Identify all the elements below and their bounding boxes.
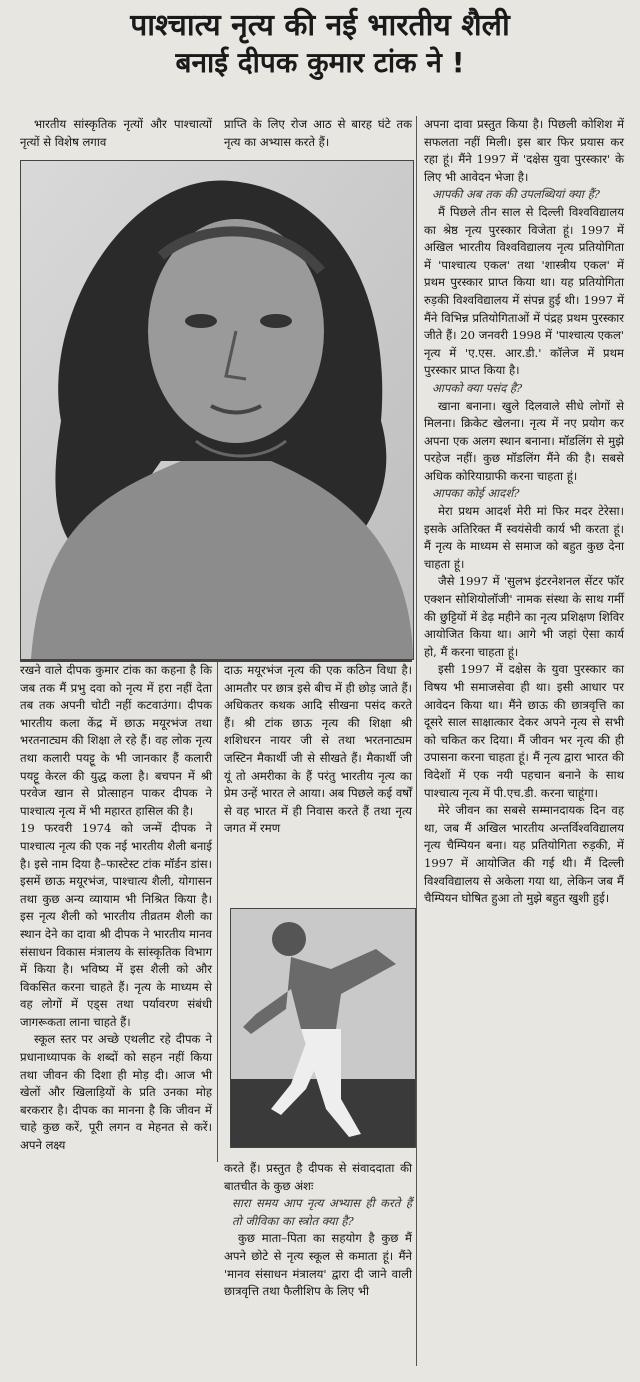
col3-question-2: आपको क्या पसंद है? [432,380,523,395]
col1-intro-text: भारतीय सांस्कृतिक नृत्यों और पाश्चात्यों नृत्यों से विशेष लगाव [20,117,212,149]
col2-intro-text: प्राप्ति के लिए रोज आठ से बारह घंटे तक नृत्य का अभ्यास करते हैं। [224,117,412,149]
column-3 [424,116,624,908]
col3-answer-1: मैं पिछले तीन साल से दिल्ली विश्वविद्यालय का श्रेष्ठ नृत्य पुरस्कार विजेता हूं। 1997 में अखिल भारतीय विश्वविद्यालय नृत्य प्रतियोगिता में 'पाश्चात्य एकल' तथा 'शास्त्रीय एकल' में प्रथम पुरस्कार प्राप्त किया था। यह प्रतियोगिता रुड़की विश्वविद्यालय में संपन्न हुई थी। 1997 में मैंने विभिन्न प्रतियोगिताओं में पंद्रह प्रथम पुरस्कार जीते हैं। 20 जनवरी 1998 में 'पाश्चात्य एकल' नृत्य में 'ए.एस. आर.डी.' कॉलेज में प्रथम पुरस्कार प्राप्त किया है। [424,204,624,378]
column-2-bottom [224,1160,412,1301]
dance-image [231,909,415,1147]
col3-answer-2: खाना बनाना। खुले दिलवाले सीधे लोगों से मिलना। क्रिकेट खेलना। नृत्य में नए प्रयोग कर अपना एक अलग स्थान बनाना। मॉडलिंग से मुझे परहेज नहीं। कुछ मॉडलिंग मैंने की है। सबसे अधिक कोरियाग्राफी करना चाहता हूं। [424,398,624,483]
col3-question-1: आपकी अब तक की उपलब्धियां क्या हैं? [432,187,600,202]
col2-mid-text: दाऊ मयूरभंज नृत्य की एक कठिन विधा है। आमतौर पर छात्र इसे बीच में ही छोड़ जाते हैं। अधिकतर कथक आदि सीखना पसंद करते हैं। श्री टांक छाऊ नृत्य की शिक्षा श्री शशिधरन नायर जी से तथा भरतनाट्यम जस्टिन मैकार्थी जी से सीखते हैं। मैकार्थी जी यूं तो अमरीका के हैं परंतु भारतीय नृत्य का प्रेम उन्हें भारत ले आया। अब पिछले कई वर्षों से वह भारत में ही निवास करते हैं तथा नृत्य जगत में रमण [224,663,412,836]
column-rule-left [217,662,218,1162]
col1-para-2: 19 फरवरी 1974 को जन्में दीपक ने पाश्चात्य नृत्य की एक नई भारतीय शैली बनाई है। इसे नाम दिया है–फास्टेस्ट टांक मॉर्डन डांस। इसमें छाऊ मयूरभंज, पाश्चात्य शैली, योगासन तथा कुछ अन्य व्यायाम भी निश्रित किया है। इस नृत्य शैली को भारतीय तीव्रतम शैली का स्थान देने का दावा श्री दीपक ने भारतीय मानव संसाधन विकास मंत्रालय के सांस्कृतिक विभाग में किया है। भविष्य में इस शैली को और विकसित करना चाहते हैं। नृत्य के माध्यम से वह लोगों में एड्स तथा पर्यावरण संबंधी जागरूकता लाना चाहते हैं। [20,821,212,1029]
column-2-body [224,662,412,838]
col2-bottom-para-1: करते हैं। प्रस्तुत है दीपक से संवाददाता की बातचीत के कुछ अंशः [224,1161,412,1193]
portrait-image [21,161,413,659]
dance-photo [230,908,416,1148]
column-2-intro [224,116,412,151]
col3-para-0: अपना दावा प्रस्तुत किया है। पिछली कोशिश में सफलता नहीं मिली। इस बार फिर प्रयास कर रहा हूं। मैंने 1997 में 'दक्षेस युवा पुरस्कार' के लिए भी आवेदन भेजा है। [424,117,624,184]
col3-para-9: मेरे जीवन का सबसे सम्मानदायक दिन वह था, जब मैं अखिल भारतीय अन्तर्विश्वविद्यालय नृत्य चैम्पियन बना। यह प्रतियोगिता रुड़की, में 1997 में आयोजित की गई थी। मैं दिल्ली विश्वविद्यालय से अकेला गया था, लेकिन जब मैं चैम्पियन घोषित हुआ तो मुझे बहुत खुशी हुई। [424,803,624,906]
column-rule-right [416,116,417,1366]
col3-para-8: इसी 1997 में दक्षेस के युवा पुरस्कार का विषय भी समाजसेवा ही था। इसी आधार पर आवेदन किया था। मैंने छाऊ की छात्रवृत्ति का दूसरे साल साक्षात्कार देकर अपने नृत्य से सभी को चकित कर दिया। मैं जीवन भर नृत्य की ही उपासना करना चाहता हूं। मैं नृत्य द्वारा भारत की विदेशों में एक नयी पहचान बनाने के साथ पाश्चात्य नृत्य में पी.एच.डी. करना चाहूंगा। [424,662,624,800]
col3-question-3: आपका कोई आदर्श? [432,486,520,501]
headline-line-2: बनाई दीपक कुमार टांक ने ! [175,46,465,79]
col1-para-1: रखने वाले दीपक कुमार टांक का कहना है कि जब तक मैं प्रभु दवा को नृत्य में हरा नहीं देता तब तक अपनी चोटी नहीं कटवाउंगा। दीपक भारतीय कला केंद्र में छाऊ मयूरभंज तथा भरतनाट्यम की शिक्षा ले रहे हैं। वह लोक नृत्य तथा कलारी पयट्टू के भी जानकार हैं कलारी पयट्टू केरल की युद्ध कला है। बचपन में श्री परवेज खान से प्रोत्साहन पाकर दीपक ने पाश्चात्य नृत्य में भी महारत हासिल की है। [20,663,212,818]
headline [0,6,640,81]
portrait-photo [20,160,414,660]
col3-para-7: जैसे 1997 में 'सुलभ इंटरनेशनल सेंटर फॉर एक्शन सोशियोलॉजी' नामक संस्था के साथ गर्मी की छुट्टियों में डेढ़ महीने का नृत्य प्रशिक्षण शिविर आयोजित किया था। आगे भी जहां ऐसा कार्य हो, मैं करना चाहता हूं। [424,574,624,659]
col1-para-3: स्कूल स्तर पर अच्छे एथलीट रहे दीपक ने प्रधानाध्यापक के शब्दों को सहन नहीं किया तथा जीवन की दिशा ही मोड़ दी। आज भी खेलों और खिलाड़ियों के प्रति उनका मोह बरकरार है। दीपक का मानना है कि जीवन में चाहे कुछ करें, पूरी लगन व मेहनत से करें। अपने लक्ष्य [20,1032,212,1153]
col3-answer-3: मेरा प्रथम आदर्श मेरी मां फिर मदर टेरेसा। इसके अतिरिक्त मैं स्वयंसेवी कार्य भी करता हूं। मैं नृत्य के माध्यम से समाज को बहुत कुछ देना चाहता हूं। [424,504,624,571]
col2-answer: कुछ माता–पिता का सहयोग है कुछ मैं अपने छोटे से नृत्य स्कूल से कमाता हूं। मैंने 'मानव संसाधन मंत्रालय' द्वारा दी जाने वाली छात्रवृत्ति तथा फैलीशिप के लिए भी [224,1231,412,1299]
column-1-intro [20,116,212,151]
column-1-body [20,662,212,1155]
headline-line-1: पाश्चात्य नृत्य की नई भारतीय शैली [130,8,510,43]
col2-question: सारा समय आप नृत्य अभ्यास ही करते हैं तो जीविका का स्त्रोत क्या है? [232,1196,412,1228]
